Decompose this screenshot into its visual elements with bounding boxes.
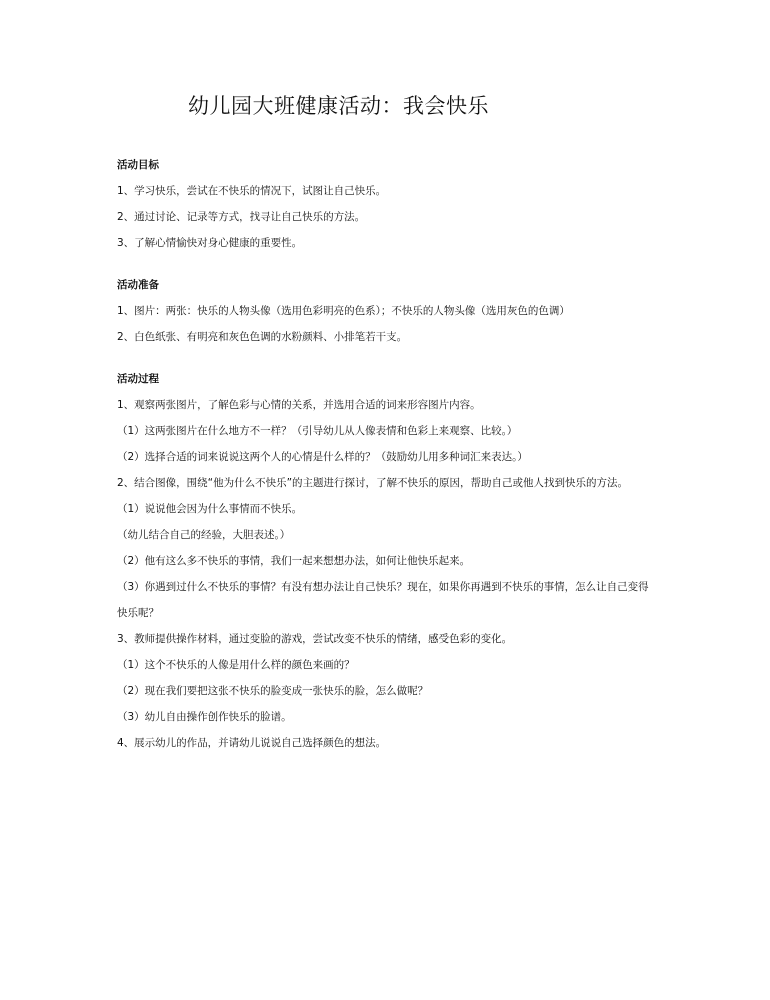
goal-item: 2、通过讨论、记录等方式，找寻让自己快乐的方法。	[117, 211, 366, 223]
process-item: （1）这个不快乐的人像是用什么样的颜色来画的？	[117, 659, 355, 671]
process-item: 3、教师提供操作材料，通过变脸的游戏，尝试改变不快乐的情绪，感受色彩的变化。	[117, 633, 513, 645]
section-process	[117, 366, 657, 756]
section-heading-goals: 活动目标	[117, 159, 159, 171]
process-item: （幼儿结合自己的经验，大胆表述。）	[117, 529, 291, 541]
process-item: （2）他有这么多不快乐的事情，我们一起来想想办法，如何让他快乐起来。	[117, 555, 471, 567]
goal-item: 1、学习快乐，尝试在不快乐的情况下，试图让自己快乐。	[117, 185, 387, 197]
process-item: 2、结合图像，围绕“他为什么不快乐”的主题进行探讨，了解不快乐的原因，帮助自己或他人找到快乐的方法。	[117, 477, 629, 489]
section-heading-prep: 活动准备	[117, 279, 159, 291]
process-item: （3）你遇到过什么不快乐的事情？有没有想办法让自己快乐？现在，如果你再遇到不快乐的事情，怎么让自己变得快乐呢？	[117, 581, 649, 619]
document-body	[117, 152, 657, 756]
process-item: （1）这两张图片在什么地方不一样？（引导幼儿从人像表情和色彩上来观察、比较。）	[117, 425, 518, 437]
prep-item: 1、图片：两张：快乐的人物头像（选用色彩明亮的色系）；不快乐的人物头像（选用灰色的色调）	[117, 305, 570, 317]
process-item: （2）现在我们要把这张不快乐的脸变成一张快乐的脸，怎么做呢？	[117, 685, 429, 697]
process-item: 1、观察两张图片，了解色彩与心情的关系，并选用合适的词来形容图片内容。	[117, 399, 481, 411]
prep-item: 2、白色纸张、有明亮和灰色色调的水粉颜料、小排笔若干支。	[117, 331, 408, 343]
process-item: （2）选择合适的词来说说这两个人的心情是什么样的？（鼓励幼儿用多种词汇来表达。）	[117, 451, 528, 463]
section-prep	[117, 272, 657, 350]
document-title: 幼儿园大班健康活动：我会快乐	[188, 94, 489, 118]
process-item: （3）幼儿自由操作创作快乐的脸谱。	[117, 711, 292, 723]
section-heading-process: 活动过程	[117, 373, 159, 385]
process-item: （1）说说他会因为什么事情而不快乐。	[117, 503, 303, 515]
goal-item: 3、了解心情愉快对身心健康的重要性。	[117, 237, 303, 249]
process-item: 4、展示幼儿的作品，并请幼儿说说自己选择颜色的想法。	[117, 737, 387, 749]
section-goals	[117, 152, 657, 256]
